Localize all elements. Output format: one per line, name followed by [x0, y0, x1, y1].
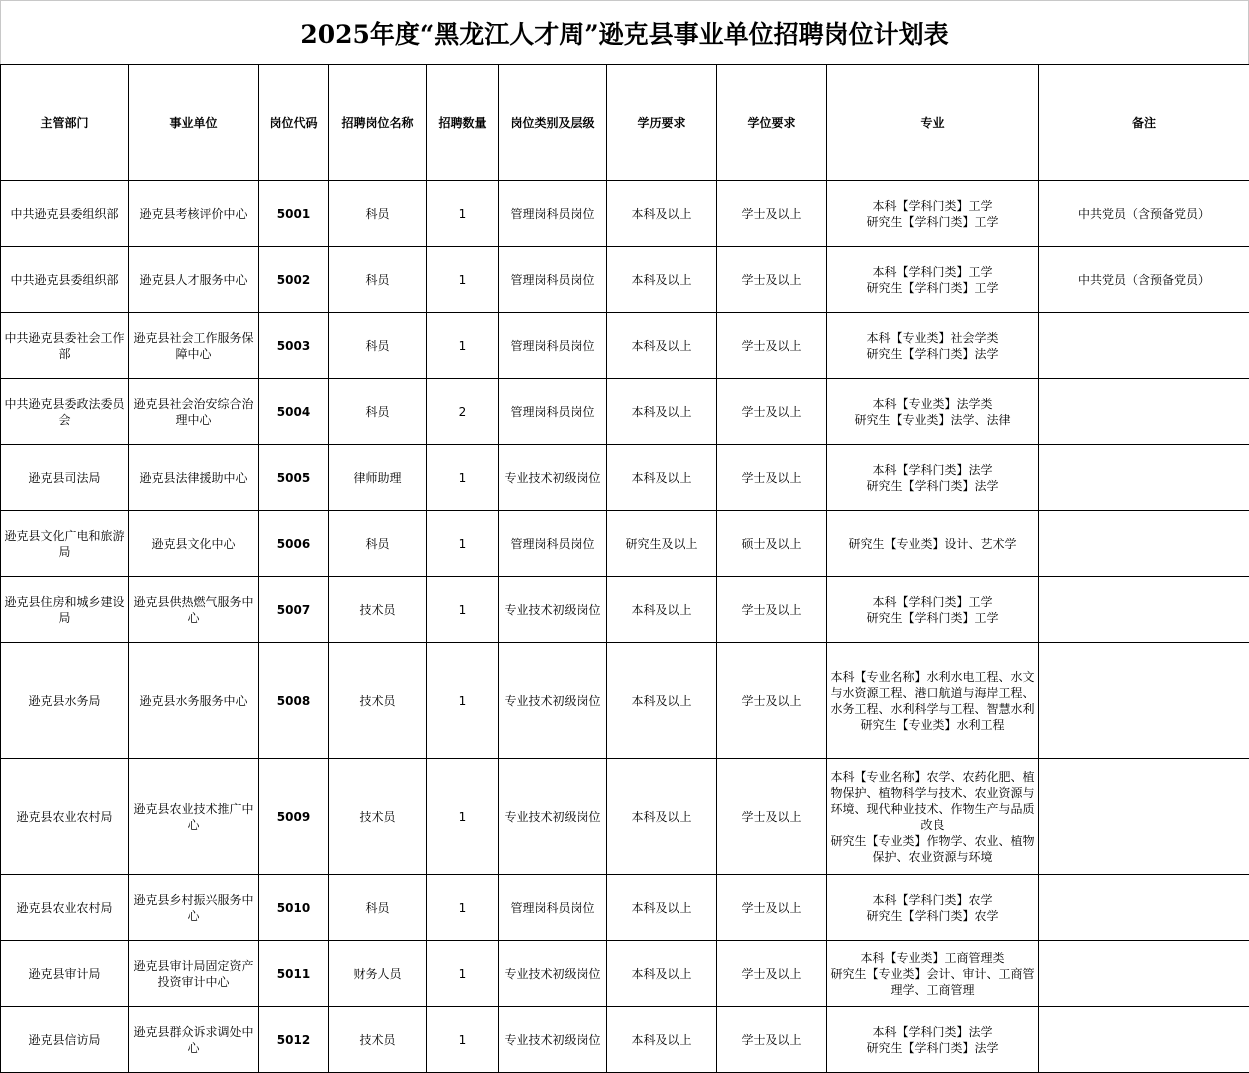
- cell-dept: 逊克县水务局: [1, 643, 129, 759]
- cell-code: 5005: [259, 445, 329, 511]
- cell-dept: 逊克县文化广电和旅游局: [1, 511, 129, 577]
- cell-edu: 本科及以上: [607, 247, 717, 313]
- major-line: 研究生【专业类】法学、法律: [854, 412, 1011, 427]
- cell-degree: 硕士及以上: [717, 511, 827, 577]
- major-line: 本科【专业类】社会学类: [866, 330, 999, 345]
- cell-num: 1: [427, 643, 499, 759]
- cell-edu: 本科及以上: [607, 643, 717, 759]
- major-line: 研究生【学科门类】法学: [866, 346, 999, 361]
- cell-degree: 学士及以上: [717, 577, 827, 643]
- cell-unit: 逊克县农业技术推广中心: [129, 759, 259, 875]
- cell-major: [827, 577, 1039, 643]
- major-line: 本科【专业名称】水利水电工程、水文与水资源工程、港口航道与海岸工程、水务工程、水利科学与工程、智慧水利: [830, 669, 1035, 716]
- cell-note: [1039, 577, 1249, 643]
- major-line: 研究生【学科门类】工学: [866, 214, 999, 229]
- cell-cat: 专业技术初级岗位: [499, 643, 607, 759]
- header-degree: 学位要求: [717, 65, 827, 181]
- cell-num: 1: [427, 445, 499, 511]
- cell-dept: 中共逊克县委组织部: [1, 181, 129, 247]
- table-row: [1, 247, 1249, 313]
- cell-major: [827, 379, 1039, 445]
- cell-unit: 逊克县文化中心: [129, 511, 259, 577]
- major-line: 研究生【学科门类】法学: [866, 1040, 999, 1055]
- header-cat: 岗位类别及层级: [499, 65, 607, 181]
- cell-note: [1039, 511, 1249, 577]
- major-line: 研究生【学科门类】法学: [866, 478, 999, 493]
- cell-degree: 学士及以上: [717, 247, 827, 313]
- cell-major: [827, 511, 1039, 577]
- cell-post: 科员: [329, 313, 427, 379]
- table-row: [1, 445, 1249, 511]
- table-row: [1, 577, 1249, 643]
- major-line: 本科【学科门类】农学: [872, 892, 993, 907]
- table-row: [1, 759, 1249, 875]
- cell-major: [827, 941, 1039, 1007]
- cell-num: 1: [427, 577, 499, 643]
- major-line: 研究生【专业类】会计、审计、工商管理学、工商管理: [830, 966, 1035, 997]
- cell-post: 科员: [329, 181, 427, 247]
- cell-code: 5002: [259, 247, 329, 313]
- major-line: 本科【专业类】工商管理类: [860, 950, 1005, 965]
- cell-edu: 本科及以上: [607, 181, 717, 247]
- cell-post: 财务人员: [329, 941, 427, 1007]
- cell-cat: 管理岗科员岗位: [499, 247, 607, 313]
- cell-unit: 逊克县乡村振兴服务中心: [129, 875, 259, 941]
- header-unit: 事业单位: [129, 65, 259, 181]
- cell-dept: 逊克县司法局: [1, 445, 129, 511]
- table-row: [1, 643, 1249, 759]
- cell-num: 1: [427, 1007, 499, 1073]
- recruitment-table: [0, 64, 1249, 1073]
- cell-dept: 中共逊克县委政法委员会: [1, 379, 129, 445]
- cell-num: 2: [427, 379, 499, 445]
- cell-cat: 专业技术初级岗位: [499, 1007, 607, 1073]
- major-line: 研究生【学科门类】工学: [866, 610, 999, 625]
- cell-note: [1039, 313, 1249, 379]
- cell-code: 5007: [259, 577, 329, 643]
- cell-num: 1: [427, 941, 499, 1007]
- cell-code: 5003: [259, 313, 329, 379]
- cell-unit: 逊克县审计局固定资产投资审计中心: [129, 941, 259, 1007]
- cell-num: 1: [427, 247, 499, 313]
- cell-unit: 逊克县社会治安综合治理中心: [129, 379, 259, 445]
- major-line: 本科【学科门类】工学: [872, 594, 993, 609]
- major-line: 本科【学科门类】工学: [872, 198, 993, 213]
- cell-degree: 学士及以上: [717, 941, 827, 1007]
- cell-edu: 本科及以上: [607, 875, 717, 941]
- table-row: [1, 875, 1249, 941]
- cell-note: [1039, 759, 1249, 875]
- cell-degree: 学士及以上: [717, 181, 827, 247]
- cell-cat: 管理岗科员岗位: [499, 313, 607, 379]
- cell-major: [827, 313, 1039, 379]
- cell-cat: 管理岗科员岗位: [499, 181, 607, 247]
- cell-note: [1039, 379, 1249, 445]
- cell-edu: 本科及以上: [607, 1007, 717, 1073]
- cell-major: [827, 181, 1039, 247]
- cell-degree: 学士及以上: [717, 313, 827, 379]
- cell-note: [1039, 1007, 1249, 1073]
- major-line: 研究生【专业类】设计、艺术学: [848, 536, 1017, 551]
- cell-major: [827, 1007, 1039, 1073]
- header-post: 招聘岗位名称: [329, 65, 427, 181]
- cell-unit: 逊克县人才服务中心: [129, 247, 259, 313]
- cell-code: 5012: [259, 1007, 329, 1073]
- cell-degree: 学士及以上: [717, 759, 827, 875]
- table-row: [1, 379, 1249, 445]
- cell-post: 技术员: [329, 577, 427, 643]
- cell-note: [1039, 445, 1249, 511]
- cell-post: 律师助理: [329, 445, 427, 511]
- header-major: 专业: [827, 65, 1039, 181]
- cell-degree: 学士及以上: [717, 1007, 827, 1073]
- cell-dept: 逊克县农业农村局: [1, 875, 129, 941]
- cell-code: 5008: [259, 643, 329, 759]
- cell-dept: 逊克县审计局: [1, 941, 129, 1007]
- cell-post: 技术员: [329, 1007, 427, 1073]
- cell-note: 中共党员（含预备党员）: [1039, 247, 1249, 313]
- cell-note: 中共党员（含预备党员）: [1039, 181, 1249, 247]
- page-title: 2025年度“黑龙江人才周”逊克县事业单位招聘岗位计划表: [0, 0, 1249, 64]
- cell-num: 1: [427, 875, 499, 941]
- cell-dept: 中共逊克县委组织部: [1, 247, 129, 313]
- cell-post: 科员: [329, 247, 427, 313]
- major-line: 研究生【学科门类】工学: [866, 280, 999, 295]
- cell-cat: 专业技术初级岗位: [499, 445, 607, 511]
- cell-unit: 逊克县社会工作服务保障中心: [129, 313, 259, 379]
- cell-note: [1039, 875, 1249, 941]
- cell-dept: 逊克县信访局: [1, 1007, 129, 1073]
- cell-code: 5010: [259, 875, 329, 941]
- major-line: 研究生【专业类】水利工程: [860, 717, 1005, 732]
- table-row: [1, 313, 1249, 379]
- cell-major: [827, 643, 1039, 759]
- cell-note: [1039, 941, 1249, 1007]
- cell-cat: 专业技术初级岗位: [499, 577, 607, 643]
- major-line: 研究生【学科门类】农学: [866, 908, 999, 923]
- cell-code: 5004: [259, 379, 329, 445]
- cell-cat: 专业技术初级岗位: [499, 941, 607, 1007]
- cell-major: [827, 875, 1039, 941]
- cell-unit: 逊克县群众诉求调处中心: [129, 1007, 259, 1073]
- cell-cat: 管理岗科员岗位: [499, 379, 607, 445]
- cell-dept: 逊克县农业农村局: [1, 759, 129, 875]
- cell-cat: 专业技术初级岗位: [499, 759, 607, 875]
- cell-code: 5011: [259, 941, 329, 1007]
- cell-cat: 管理岗科员岗位: [499, 875, 607, 941]
- cell-num: 1: [427, 181, 499, 247]
- header-code: 岗位代码: [259, 65, 329, 181]
- header-note: 备注: [1039, 65, 1249, 181]
- header-row: [1, 65, 1249, 181]
- major-line: 研究生【专业类】作物学、农业、植物保护、农业资源与环境: [830, 833, 1035, 864]
- cell-post: 科员: [329, 511, 427, 577]
- cell-edu: 研究生及以上: [607, 511, 717, 577]
- cell-degree: 学士及以上: [717, 875, 827, 941]
- header-dept: 主管部门: [1, 65, 129, 181]
- cell-dept: 逊克县住房和城乡建设局: [1, 577, 129, 643]
- cell-post: 科员: [329, 875, 427, 941]
- major-line: 本科【专业名称】农学、农药化肥、植物保护、植物科学与技术、农业资源与环境、现代种业技术、作物生产与品质改良: [830, 769, 1035, 832]
- cell-code: 5001: [259, 181, 329, 247]
- cell-post: 技术员: [329, 643, 427, 759]
- cell-dept: 中共逊克县委社会工作部: [1, 313, 129, 379]
- cell-degree: 学士及以上: [717, 379, 827, 445]
- cell-num: 1: [427, 313, 499, 379]
- cell-code: 5006: [259, 511, 329, 577]
- cell-note: [1039, 643, 1249, 759]
- table-row: [1, 181, 1249, 247]
- cell-post: 科员: [329, 379, 427, 445]
- cell-major: [827, 759, 1039, 875]
- table-row: [1, 511, 1249, 577]
- cell-num: 1: [427, 511, 499, 577]
- cell-unit: 逊克县考核评价中心: [129, 181, 259, 247]
- major-line: 本科【学科门类】法学: [872, 1024, 993, 1039]
- cell-edu: 本科及以上: [607, 577, 717, 643]
- cell-degree: 学士及以上: [717, 445, 827, 511]
- major-line: 本科【学科门类】法学: [872, 462, 993, 477]
- cell-post: 技术员: [329, 759, 427, 875]
- cell-edu: 本科及以上: [607, 941, 717, 1007]
- cell-cat: 管理岗科员岗位: [499, 511, 607, 577]
- cell-edu: 本科及以上: [607, 379, 717, 445]
- cell-major: [827, 247, 1039, 313]
- cell-degree: 学士及以上: [717, 643, 827, 759]
- cell-major: [827, 445, 1039, 511]
- table-row: [1, 941, 1249, 1007]
- cell-unit: 逊克县供热燃气服务中心: [129, 577, 259, 643]
- major-line: 本科【学科门类】工学: [872, 264, 993, 279]
- cell-edu: 本科及以上: [607, 759, 717, 875]
- header-edu: 学历要求: [607, 65, 717, 181]
- cell-unit: 逊克县水务服务中心: [129, 643, 259, 759]
- major-line: 本科【专业类】法学类: [872, 396, 993, 411]
- cell-num: 1: [427, 759, 499, 875]
- cell-edu: 本科及以上: [607, 445, 717, 511]
- cell-edu: 本科及以上: [607, 313, 717, 379]
- header-num: 招聘数量: [427, 65, 499, 181]
- cell-unit: 逊克县法律援助中心: [129, 445, 259, 511]
- cell-code: 5009: [259, 759, 329, 875]
- table-row: [1, 1007, 1249, 1073]
